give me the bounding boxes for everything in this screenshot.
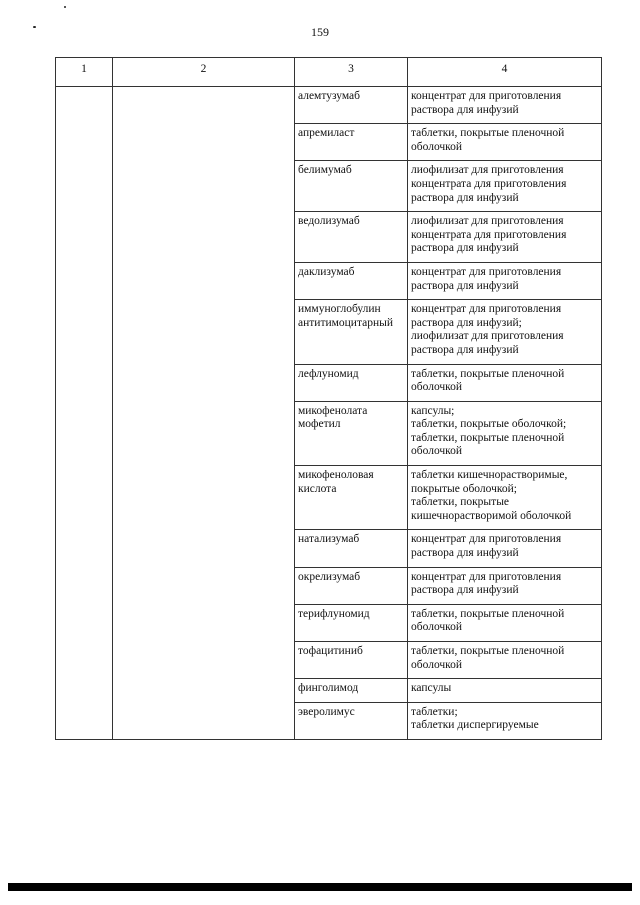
row-cell-col1 <box>56 604 113 641</box>
dosage-form-line: таблетки, покрытые пленочной оболочкой <box>411 127 565 153</box>
table-row <box>56 466 602 530</box>
table-row <box>56 567 602 604</box>
dosage-form-line: лиофилизат для приготовления концентрата для приготовления раствора для инфузий <box>411 164 567 204</box>
dosage-form-line: концентрат для приготовления раствора для инфузий <box>411 265 562 292</box>
dosage-form-line: таблетки, покрытые пленочной оболочкой <box>411 645 565 671</box>
dosage-form-line: концентрат для приготовления раствора для инфузий <box>411 90 562 116</box>
drug-name-cell: эверолимус <box>295 702 408 739</box>
dosage-form-cell <box>408 212 602 263</box>
row-cell-col1 <box>56 679 113 703</box>
dosage-form-cell <box>408 466 602 530</box>
drug-name-cell: микофеноловая кислота <box>295 466 408 530</box>
dosage-form-line: лиофилизат для приготовления концентрата для приготовления раствора для инфузий <box>411 215 567 255</box>
drug-name-cell: лефлуномид <box>295 364 408 401</box>
row-cell-col1 <box>56 702 113 739</box>
table-row <box>56 87 602 124</box>
column-header-1: 1 <box>56 58 113 87</box>
row-cell-col1 <box>56 401 113 465</box>
dosage-form-cell <box>408 642 602 679</box>
row-cell-col2 <box>113 262 295 299</box>
drug-name-cell: тофацитиниб <box>295 642 408 679</box>
dosage-form-cell <box>408 604 602 641</box>
dosage-form-line: концентрат для приготовления раствора для инфузий; <box>411 303 562 329</box>
table-row <box>56 679 602 703</box>
row-cell-col2 <box>113 401 295 465</box>
dosage-form-line: таблетки кишечнорастворимые, покрытые оболочкой; <box>411 469 568 495</box>
drug-table <box>55 57 602 740</box>
dosage-form-line: таблетки; <box>411 705 458 718</box>
row-cell-col2 <box>113 87 295 124</box>
drug-name-cell: алемтузумаб <box>295 87 408 124</box>
dosage-form-line: таблетки, покрытые кишечнорастворимой оболочкой <box>411 496 572 522</box>
dosage-form-cell <box>408 124 602 161</box>
drug-name-cell: натализумаб <box>295 530 408 567</box>
dosage-form-line: концентрат для приготовления раствора для инфузий <box>411 533 562 560</box>
scan-speck <box>64 6 66 8</box>
row-cell-col1 <box>56 530 113 567</box>
dosage-form-cell <box>408 364 602 401</box>
dosage-form-cell <box>408 262 602 299</box>
table-row <box>56 702 602 739</box>
table-row <box>56 401 602 465</box>
row-cell-col2 <box>113 161 295 212</box>
drug-name-cell: финголимод <box>295 679 408 703</box>
dosage-form-line: капсулы; <box>411 404 455 417</box>
table-row <box>56 212 602 263</box>
table-row <box>56 364 602 401</box>
table-row <box>56 124 602 161</box>
dosage-form-line: таблетки, покрытые оболочкой; <box>411 418 567 431</box>
drug-name-cell: окрелизумаб <box>295 567 408 604</box>
table-row <box>56 530 602 567</box>
dosage-form-cell <box>408 702 602 739</box>
dosage-form-cell <box>408 567 602 604</box>
row-cell-col2 <box>113 604 295 641</box>
column-header-4: 4 <box>408 58 602 87</box>
column-header-2: 2 <box>113 58 295 87</box>
dosage-form-cell <box>408 161 602 212</box>
dosage-form-cell <box>408 87 602 124</box>
column-header-3: 3 <box>295 58 408 87</box>
drug-name-cell: апремиласт <box>295 124 408 161</box>
dosage-form-line: лиофилизат для приготовления раствора для инфузий <box>411 330 564 356</box>
table-row <box>56 604 602 641</box>
row-cell-col1 <box>56 364 113 401</box>
table-body <box>56 87 602 740</box>
dosage-form-line: таблетки, покрытые пленочной оболочкой <box>411 607 565 634</box>
dosage-form-line: таблетки диспергируемые <box>411 719 539 732</box>
dosage-form-line: таблетки, покрытые пленочной оболочкой <box>411 431 565 458</box>
row-cell-col1 <box>56 124 113 161</box>
row-cell-col1 <box>56 87 113 124</box>
dosage-form-cell <box>408 530 602 567</box>
table-header-row <box>56 58 602 87</box>
row-cell-col1 <box>56 466 113 530</box>
row-cell-col2 <box>113 124 295 161</box>
drug-name-cell: белимумаб <box>295 161 408 212</box>
row-cell-col1 <box>56 567 113 604</box>
row-cell-col1 <box>56 300 113 364</box>
row-cell-col2 <box>113 300 295 364</box>
drug-name-cell: иммуноглобулин антитимоцитарный <box>295 300 408 364</box>
row-cell-col2 <box>113 530 295 567</box>
dosage-form-line: капсулы <box>411 682 452 695</box>
table-row <box>56 262 602 299</box>
drug-name-cell: микофенолата мофетил <box>295 401 408 465</box>
dosage-form-cell <box>408 401 602 465</box>
dosage-form-cell <box>408 679 602 703</box>
row-cell-col2 <box>113 466 295 530</box>
drug-name-cell: терифлуномид <box>295 604 408 641</box>
drug-name-cell: даклизумаб <box>295 262 408 299</box>
drug-name-cell: ведолизумаб <box>295 212 408 263</box>
bottom-border-bar <box>8 883 632 891</box>
row-cell-col2 <box>113 212 295 263</box>
table-row <box>56 642 602 679</box>
dosage-form-line: концентрат для приготовления раствора для инфузий <box>411 570 562 597</box>
page-number: 159 <box>311 25 329 39</box>
row-cell-col1 <box>56 212 113 263</box>
dosage-form-cell <box>408 300 602 364</box>
row-cell-col1 <box>56 642 113 679</box>
row-cell-col2 <box>113 702 295 739</box>
row-cell-col2 <box>113 364 295 401</box>
table-row <box>56 161 602 212</box>
row-cell-col1 <box>56 262 113 299</box>
row-cell-col2 <box>113 642 295 679</box>
table-row <box>56 300 602 364</box>
row-cell-col2 <box>113 567 295 604</box>
row-cell-col1 <box>56 161 113 212</box>
row-cell-col2 <box>113 679 295 703</box>
dosage-form-line: таблетки, покрытые пленочной оболочкой <box>411 367 565 394</box>
